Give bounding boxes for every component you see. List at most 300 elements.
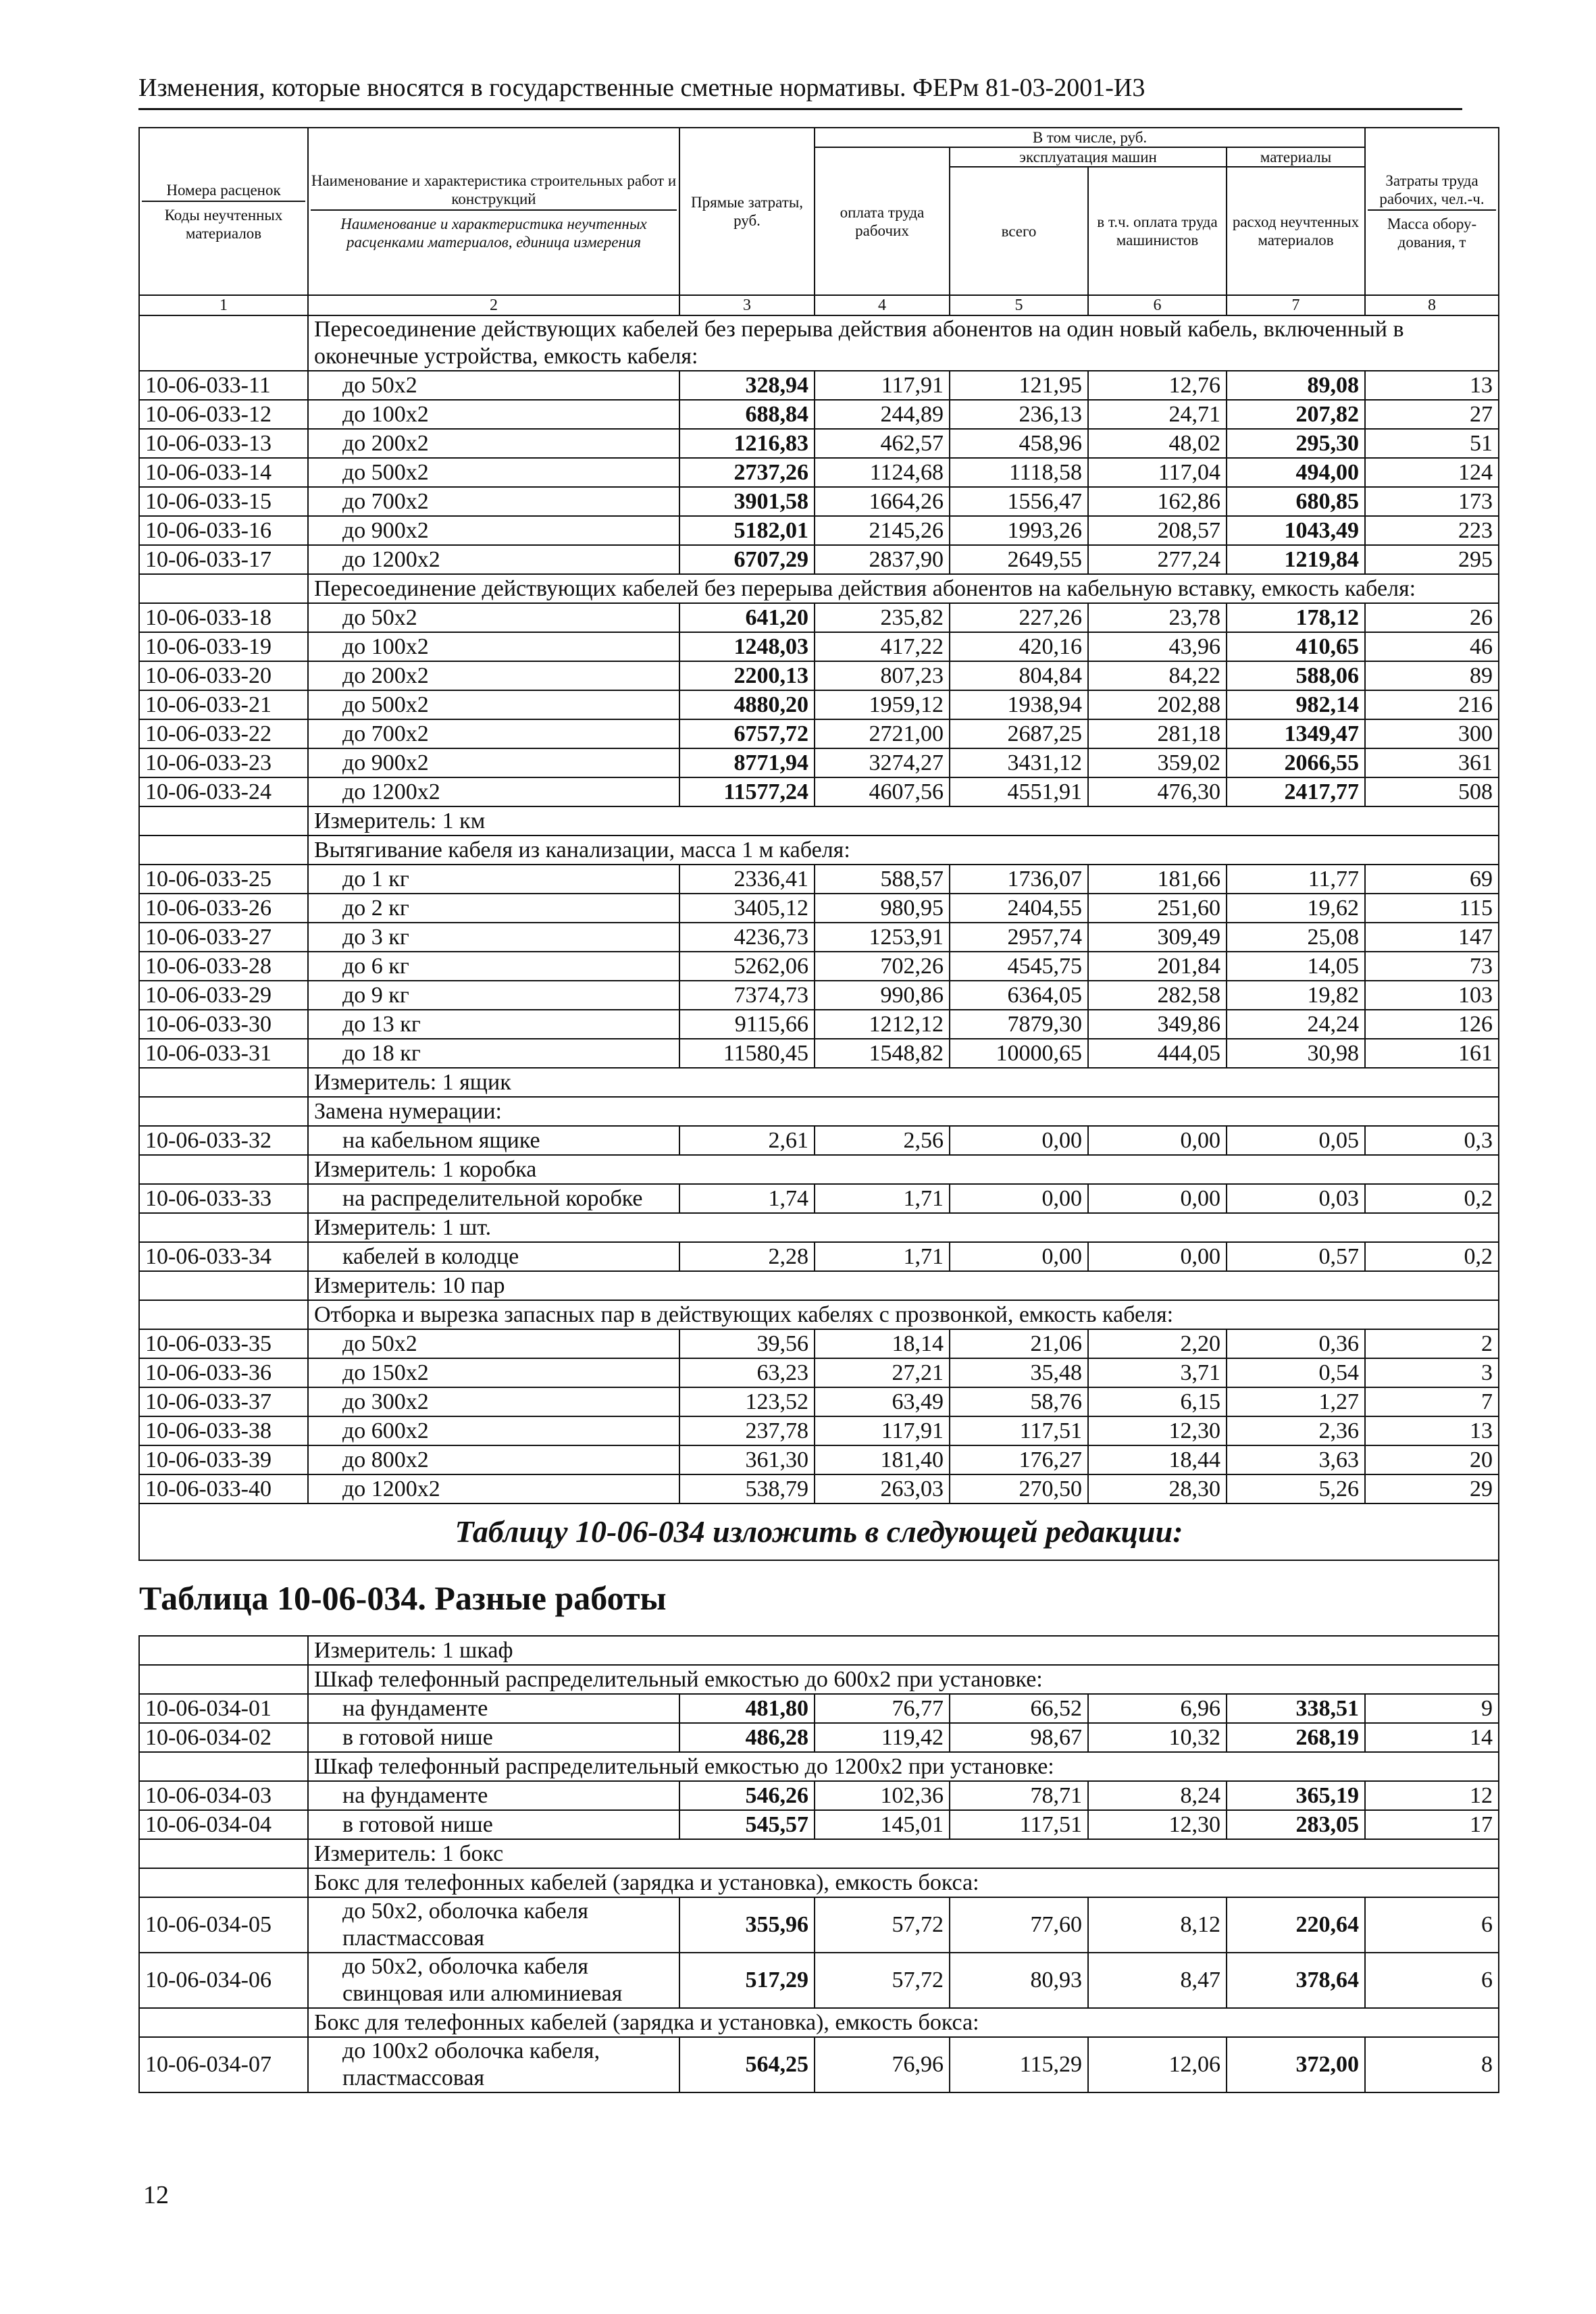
rate-code: 10-06-033-34: [139, 1242, 308, 1271]
section-heading: Бокс для телефонных кабелей (зарядка и установка), емкость бокса:: [308, 2008, 1499, 2037]
table-row: [139, 690, 1499, 719]
machines-total: 2687,25: [950, 719, 1088, 748]
machinists-pay: 8,24: [1088, 1781, 1227, 1810]
machines-total: 0,00: [950, 1242, 1088, 1271]
col-number: 2: [308, 295, 679, 315]
work-name: до 3 кг: [308, 923, 679, 952]
materials-cost: 0,57: [1227, 1242, 1365, 1271]
labor-pay: 117,91: [815, 371, 950, 400]
table-row: [139, 1953, 1499, 2008]
direct-costs: 361,30: [679, 1445, 815, 1474]
machines-total: 117,51: [950, 1810, 1088, 1839]
work-name: до 600х2: [308, 1416, 679, 1445]
direct-costs: 3901,58: [679, 487, 815, 516]
work-name: до 2 кг: [308, 894, 679, 923]
labor-hours: 147: [1365, 923, 1499, 952]
direct-costs: 641,20: [679, 603, 815, 632]
section-row: [139, 1097, 1499, 1126]
materials-cost: 378,64: [1227, 1953, 1365, 2008]
direct-costs: 564,25: [679, 2037, 815, 2092]
machines-total: 804,84: [950, 661, 1088, 690]
work-name: до 50х2, оболочка кабеля свинцовая или алюминиевая: [308, 1953, 679, 2008]
work-name: до 13 кг: [308, 1010, 679, 1039]
labor-pay: 980,95: [815, 894, 950, 923]
rate-code: 10-06-033-25: [139, 865, 308, 894]
labor-hours: 14: [1365, 1723, 1499, 1752]
table-row: [139, 1126, 1499, 1155]
work-name: до 300х2: [308, 1387, 679, 1416]
empty-cell: [139, 1300, 308, 1329]
section-heading: Замена нумерации:: [308, 1097, 1499, 1126]
table-title-row: [139, 1560, 1499, 1636]
materials-cost: 982,14: [1227, 690, 1365, 719]
machinists-pay: 3,71: [1088, 1358, 1227, 1387]
labor-hours: 7: [1365, 1387, 1499, 1416]
labor-pay: 3274,27: [815, 748, 950, 777]
work-name: до 100х2: [308, 632, 679, 661]
direct-costs: 328,94: [679, 371, 815, 400]
materials-cost: 588,06: [1227, 661, 1365, 690]
machinists-pay: 12,76: [1088, 371, 1227, 400]
direct-costs: 8771,94: [679, 748, 815, 777]
materials-cost: 0,05: [1227, 1126, 1365, 1155]
labor-pay: 1124,68: [815, 458, 950, 487]
materials-cost: 1,27: [1227, 1387, 1365, 1416]
labor-pay: 4607,56: [815, 777, 950, 806]
table-row: [139, 1010, 1499, 1039]
rate-code: 10-06-033-12: [139, 400, 308, 429]
col7-header: расход неучтенных материалов: [1227, 167, 1365, 295]
materials-cost: 89,08: [1227, 371, 1365, 400]
direct-costs: 546,26: [679, 1781, 815, 1810]
work-name: до 50х2, оболочка кабеля пластмассовая: [308, 1897, 679, 1953]
labor-pay: 57,72: [815, 1953, 950, 2008]
labor-pay: 2837,90: [815, 545, 950, 574]
materials-cost: 24,24: [1227, 1010, 1365, 1039]
machinists-pay: 162,86: [1088, 487, 1227, 516]
work-name: до 1 кг: [308, 865, 679, 894]
materials-cost: 207,82: [1227, 400, 1365, 429]
work-name: до 50х2: [308, 1329, 679, 1358]
machinists-pay: 0,00: [1088, 1126, 1227, 1155]
table-row: [139, 1445, 1499, 1474]
labor-hours: 300: [1365, 719, 1499, 748]
empty-cell: [139, 1213, 308, 1242]
machinists-pay: 444,05: [1088, 1039, 1227, 1068]
machines-total: 98,67: [950, 1723, 1088, 1752]
section-row: [139, 1665, 1499, 1694]
machinists-pay: 0,00: [1088, 1184, 1227, 1213]
machines-total: 77,60: [950, 1897, 1088, 1953]
machinists-pay: 282,58: [1088, 981, 1227, 1010]
materials-cost: 494,00: [1227, 458, 1365, 487]
empty-cell: [139, 1839, 308, 1868]
col8-header-bottom: Масса обору-дования, т: [1387, 215, 1477, 251]
empty-cell: [139, 1068, 308, 1097]
labor-hours: 17: [1365, 1810, 1499, 1839]
work-name: до 500х2: [308, 690, 679, 719]
table-row: [139, 719, 1499, 748]
empty-cell: [139, 574, 308, 603]
direct-costs: 123,52: [679, 1387, 815, 1416]
machines-total: 176,27: [950, 1445, 1088, 1474]
machines-total: 4551,91: [950, 777, 1088, 806]
table-row: [139, 1329, 1499, 1358]
work-name: на кабельном ящике: [308, 1126, 679, 1155]
rate-code: 10-06-033-31: [139, 1039, 308, 1068]
labor-hours: 223: [1365, 516, 1499, 545]
rate-code: 10-06-034-02: [139, 1723, 308, 1752]
direct-costs: 4880,20: [679, 690, 815, 719]
labor-pay: 807,23: [815, 661, 950, 690]
section-heading: Пересоединение действующих кабелей без перерыва действия абонентов на кабельную вставку, емкость кабеля:: [308, 574, 1499, 603]
table-row: [139, 1184, 1499, 1213]
empty-cell: [139, 1868, 308, 1897]
work-name: в готовой нише: [308, 1723, 679, 1752]
rate-code: 10-06-033-23: [139, 748, 308, 777]
labor-pay: 117,91: [815, 1416, 950, 1445]
materials-cost: 1043,49: [1227, 516, 1365, 545]
rate-code: 10-06-033-40: [139, 1474, 308, 1503]
machinists-pay: 309,49: [1088, 923, 1227, 952]
column-number-row: [139, 295, 1499, 315]
materials-cost: 2,36: [1227, 1416, 1365, 1445]
machines-total: 1556,47: [950, 487, 1088, 516]
machines-total: 78,71: [950, 1781, 1088, 1810]
rate-code: 10-06-033-21: [139, 690, 308, 719]
work-name: до 1200х2: [308, 1474, 679, 1503]
machines-total: 4545,75: [950, 952, 1088, 981]
rubric-text: Таблицу 10-06-034 изложить в следующей редакции:: [139, 1503, 1499, 1560]
labor-pay: 1548,82: [815, 1039, 950, 1068]
empty-cell: [139, 835, 308, 865]
section-heading: Бокс для телефонных кабелей (зарядка и установка), емкость бокса:: [308, 1868, 1499, 1897]
work-name: до 200х2: [308, 661, 679, 690]
section-heading: Измеритель: 1 шкаф: [308, 1636, 1499, 1665]
rate-code: 10-06-033-39: [139, 1445, 308, 1474]
machinists-pay: 12,30: [1088, 1810, 1227, 1839]
estimate-table: [138, 127, 1499, 2093]
direct-costs: 1,74: [679, 1184, 815, 1213]
table-row: [139, 545, 1499, 574]
work-name: до 50х2: [308, 371, 679, 400]
col-number: 8: [1365, 295, 1499, 315]
labor-hours: 73: [1365, 952, 1499, 981]
machines-total: 420,16: [950, 632, 1088, 661]
work-name: в готовой нише: [308, 1810, 679, 1839]
materials-header: материалы: [1227, 147, 1365, 167]
rate-code: 10-06-034-07: [139, 2037, 308, 2092]
table-row: [139, 429, 1499, 458]
machinists-pay: 181,66: [1088, 865, 1227, 894]
table-row: [139, 400, 1499, 429]
materials-cost: 19,62: [1227, 894, 1365, 923]
direct-costs: 3405,12: [679, 894, 815, 923]
materials-cost: 1219,84: [1227, 545, 1365, 574]
direct-costs: 6707,29: [679, 545, 815, 574]
rate-code: 10-06-033-26: [139, 894, 308, 923]
section-heading: Шкаф телефонный распределительный емкостью до 600х2 при установке:: [308, 1665, 1499, 1694]
machines-total: 80,93: [950, 1953, 1088, 2008]
labor-hours: 126: [1365, 1010, 1499, 1039]
machines-total: 2957,74: [950, 923, 1088, 952]
direct-costs: 1248,03: [679, 632, 815, 661]
labor-pay: 145,01: [815, 1810, 950, 1839]
table-row: [139, 1387, 1499, 1416]
direct-costs: 5262,06: [679, 952, 815, 981]
machinists-pay: 6,96: [1088, 1694, 1227, 1723]
rate-code: 10-06-033-19: [139, 632, 308, 661]
direct-costs: 517,29: [679, 1953, 815, 2008]
direct-costs: 7374,73: [679, 981, 815, 1010]
col-number: 1: [139, 295, 308, 315]
labor-hours: 295: [1365, 545, 1499, 574]
col5-header: всего: [950, 167, 1088, 295]
machinists-pay: 23,78: [1088, 603, 1227, 632]
labor-pay: 18,14: [815, 1329, 950, 1358]
labor-hours: 161: [1365, 1039, 1499, 1068]
direct-costs: 1216,83: [679, 429, 815, 458]
labor-hours: 89: [1365, 661, 1499, 690]
machinists-pay: 43,96: [1088, 632, 1227, 661]
rate-code: 10-06-033-38: [139, 1416, 308, 1445]
col1-header-bottom: Коды неучтенных материалов: [164, 206, 283, 242]
machines-total: 58,76: [950, 1387, 1088, 1416]
materials-cost: 0,54: [1227, 1358, 1365, 1387]
materials-cost: 178,12: [1227, 603, 1365, 632]
section-row: [139, 1839, 1499, 1868]
machines-total: 21,06: [950, 1329, 1088, 1358]
direct-costs: 4236,73: [679, 923, 815, 952]
work-name: до 800х2: [308, 1445, 679, 1474]
direct-costs: 63,23: [679, 1358, 815, 1387]
work-name: до 1200х2: [308, 777, 679, 806]
machines-total: 0,00: [950, 1126, 1088, 1155]
machinists-pay: 201,84: [1088, 952, 1227, 981]
section-heading: Шкаф телефонный распределительный емкостью до 1200х2 при установке:: [308, 1752, 1499, 1781]
labor-pay: 57,72: [815, 1897, 950, 1953]
page-number: 12: [143, 2181, 169, 2209]
labor-pay: 263,03: [815, 1474, 950, 1503]
labor-pay: 63,49: [815, 1387, 950, 1416]
materials-cost: 268,19: [1227, 1723, 1365, 1752]
labor-pay: 1959,12: [815, 690, 950, 719]
section-row: [139, 1636, 1499, 1665]
col-number: 4: [815, 295, 950, 315]
labor-hours: 361: [1365, 748, 1499, 777]
machinists-pay: 476,30: [1088, 777, 1227, 806]
direct-costs: 2,28: [679, 1242, 815, 1271]
group-header: В том числе, руб.: [815, 128, 1365, 147]
labor-pay: 588,57: [815, 865, 950, 894]
materials-cost: 5,26: [1227, 1474, 1365, 1503]
labor-hours: 8: [1365, 2037, 1499, 2092]
labor-hours: 115: [1365, 894, 1499, 923]
machinists-pay: 84,22: [1088, 661, 1227, 690]
machinists-pay: 281,18: [1088, 719, 1227, 748]
machinists-pay: 8,47: [1088, 1953, 1227, 2008]
rate-code: 10-06-034-04: [139, 1810, 308, 1839]
table-row: [139, 1242, 1499, 1271]
section-row: [139, 806, 1499, 835]
materials-cost: 365,19: [1227, 1781, 1365, 1810]
work-name: до 100х2 оболочка кабеля, пластмассовая: [308, 2037, 679, 2092]
materials-cost: 2417,77: [1227, 777, 1365, 806]
table-title: Таблица 10-06-034. Разные работы: [139, 1560, 1499, 1636]
direct-costs: 6757,72: [679, 719, 815, 748]
machines-total: 1993,26: [950, 516, 1088, 545]
work-name: до 900х2: [308, 748, 679, 777]
direct-costs: 11577,24: [679, 777, 815, 806]
machines-total: 117,51: [950, 1416, 1088, 1445]
table-row: [139, 1358, 1499, 1387]
materials-cost: 0,36: [1227, 1329, 1365, 1358]
labor-pay: 181,40: [815, 1445, 950, 1474]
labor-hours: 12: [1365, 1781, 1499, 1810]
table-row: [139, 923, 1499, 952]
col6-header: в т.ч. оплата труда машинистов: [1088, 167, 1227, 295]
machines-total: 270,50: [950, 1474, 1088, 1503]
col-number: 5: [950, 295, 1088, 315]
work-name: на фундаменте: [308, 1694, 679, 1723]
materials-cost: 30,98: [1227, 1039, 1365, 1068]
labor-hours: 13: [1365, 1416, 1499, 1445]
labor-hours: 9: [1365, 1694, 1499, 1723]
rate-code: 10-06-033-28: [139, 952, 308, 981]
rate-code: 10-06-033-22: [139, 719, 308, 748]
section-heading: Вытягивание кабеля из канализации, масса 1 м кабеля:: [308, 835, 1499, 865]
col8-header-top: Затраты труда рабочих, чел.-ч.: [1368, 172, 1496, 211]
col3-header: Прямые затраты, руб.: [679, 128, 815, 295]
section-heading: Измеритель: 1 шт.: [308, 1213, 1499, 1242]
work-name: до 200х2: [308, 429, 679, 458]
materials-cost: 410,65: [1227, 632, 1365, 661]
machines-total: 66,52: [950, 1694, 1088, 1723]
table-row: [139, 1416, 1499, 1445]
labor-hours: 508: [1365, 777, 1499, 806]
materials-cost: 283,05: [1227, 1810, 1365, 1839]
machines-total: 3431,12: [950, 748, 1088, 777]
work-name: до 900х2: [308, 516, 679, 545]
materials-cost: 14,05: [1227, 952, 1365, 981]
table-row: [139, 894, 1499, 923]
direct-costs: 9115,66: [679, 1010, 815, 1039]
table-row: [139, 865, 1499, 894]
section-heading: Измеритель: 1 ящик: [308, 1068, 1499, 1097]
rate-code: 10-06-034-01: [139, 1694, 308, 1723]
labor-hours: 3: [1365, 1358, 1499, 1387]
rate-code: 10-06-033-24: [139, 777, 308, 806]
table-row: [139, 661, 1499, 690]
empty-cell: [139, 806, 308, 835]
rate-code: 10-06-033-36: [139, 1358, 308, 1387]
machines-total: 2649,55: [950, 545, 1088, 574]
labor-pay: 2721,00: [815, 719, 950, 748]
col8-header: [1365, 128, 1499, 295]
section-row: [139, 1155, 1499, 1184]
col-number: 6: [1088, 295, 1227, 315]
machinists-pay: 202,88: [1088, 690, 1227, 719]
materials-cost: 3,63: [1227, 1445, 1365, 1474]
machines-total: 121,95: [950, 371, 1088, 400]
direct-costs: 2200,13: [679, 661, 815, 690]
header-row-1: [139, 128, 1499, 147]
table-row: [139, 632, 1499, 661]
work-name: до 9 кг: [308, 981, 679, 1010]
col2-header-bottom: Наименование и характеристика неучтенных расценками материалов, единица измерения: [340, 215, 647, 251]
work-name: до 6 кг: [308, 952, 679, 981]
work-name: на фундаменте: [308, 1781, 679, 1810]
labor-hours: 216: [1365, 690, 1499, 719]
labor-pay: 990,86: [815, 981, 950, 1010]
col1-header: [139, 128, 308, 295]
labor-pay: 102,36: [815, 1781, 950, 1810]
col1-header-top: Номера расценок: [142, 181, 305, 202]
table-row: [139, 1694, 1499, 1723]
machinists-pay: 359,02: [1088, 748, 1227, 777]
labor-pay: 119,42: [815, 1723, 950, 1752]
materials-cost: 1349,47: [1227, 719, 1365, 748]
running-header: Изменения, которые вносятся в государственные сметные нормативы. ФЕРм 81-03-2001-И3: [138, 73, 1462, 110]
materials-cost: 372,00: [1227, 2037, 1365, 2092]
materials-cost: 19,82: [1227, 981, 1365, 1010]
machinists-pay: 2,20: [1088, 1329, 1227, 1358]
rate-code: 10-06-033-20: [139, 661, 308, 690]
labor-pay: 2145,26: [815, 516, 950, 545]
col-number: 3: [679, 295, 815, 315]
table-row: [139, 458, 1499, 487]
col4-header: оплата труда рабочих: [815, 147, 950, 295]
table-row: [139, 748, 1499, 777]
direct-costs: 2737,26: [679, 458, 815, 487]
machines-total: 458,96: [950, 429, 1088, 458]
labor-hours: 29: [1365, 1474, 1499, 1503]
section-row: [139, 1213, 1499, 1242]
work-name: до 700х2: [308, 487, 679, 516]
direct-costs: 545,57: [679, 1810, 815, 1839]
section-heading: Измеритель: 1 км: [308, 806, 1499, 835]
labor-pay: 244,89: [815, 400, 950, 429]
empty-cell: [139, 1155, 308, 1184]
labor-hours: 27: [1365, 400, 1499, 429]
section-row: [139, 1300, 1499, 1329]
section-row: [139, 2008, 1499, 2037]
section-row: [139, 835, 1499, 865]
rate-code: 10-06-033-37: [139, 1387, 308, 1416]
rate-code: 10-06-034-06: [139, 1953, 308, 2008]
direct-costs: 486,28: [679, 1723, 815, 1752]
work-name: до 150х2: [308, 1358, 679, 1387]
machinists-pay: 12,06: [1088, 2037, 1227, 2092]
col2-header-top: Наименование и характеристика строительных работ и конструкций: [311, 172, 677, 211]
machinists-pay: 251,60: [1088, 894, 1227, 923]
materials-cost: 338,51: [1227, 1694, 1365, 1723]
machines-total: 10000,65: [950, 1039, 1088, 1068]
empty-cell: [139, 1636, 308, 1665]
labor-pay: 76,96: [815, 2037, 950, 2092]
labor-hours: 20: [1365, 1445, 1499, 1474]
machines-total: 7879,30: [950, 1010, 1088, 1039]
table-row: [139, 1039, 1499, 1068]
labor-pay: 76,77: [815, 1694, 950, 1723]
rate-code: 10-06-033-33: [139, 1184, 308, 1213]
machinists-pay: 18,44: [1088, 1445, 1227, 1474]
section-row: [139, 574, 1499, 603]
materials-cost: 25,08: [1227, 923, 1365, 952]
section-row: [139, 1752, 1499, 1781]
machines-total: 2404,55: [950, 894, 1088, 923]
rate-code: 10-06-033-13: [139, 429, 308, 458]
